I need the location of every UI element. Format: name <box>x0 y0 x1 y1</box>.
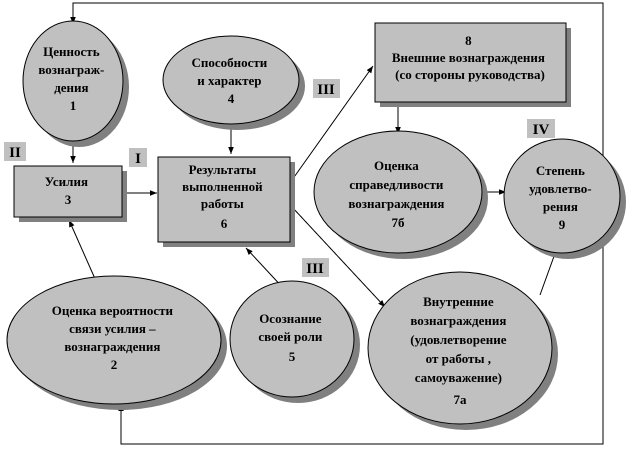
node-external-line-1: 8 <box>465 33 472 48</box>
node-fairness-line-4: 7б <box>391 215 405 230</box>
node-efforts <box>14 166 127 222</box>
node-fairness <box>314 131 488 259</box>
node-abilities-line-1: Способности <box>191 55 268 70</box>
stage-label-ii <box>4 142 26 161</box>
node-satisfaction-line-4: 9 <box>558 217 566 232</box>
node-internal-rewards <box>368 272 558 430</box>
node-abilities-line-2: и характер <box>197 73 262 88</box>
node-value-line-4: 1 <box>69 98 77 113</box>
node-role-line-1: Осознание <box>259 311 322 326</box>
node-probability-line-4: 2 <box>110 357 118 372</box>
stage-label-iv-text: IV <box>532 122 550 138</box>
node-results-line-2: выполненной <box>182 179 263 194</box>
stage-label-iii-upper-text: III <box>317 82 335 98</box>
node-probability <box>7 276 227 410</box>
node-probability-line-3: вознаграждения <box>64 339 161 354</box>
node-abilities <box>163 36 305 130</box>
stage-label-iv <box>527 119 555 138</box>
edge-probability-to-efforts <box>69 220 96 281</box>
stage-label-i-text: I <box>135 151 141 167</box>
node-role <box>230 281 360 403</box>
node-abilities-line-3: 4 <box>227 91 235 106</box>
node-value-line-2: вознаграж- <box>38 62 105 77</box>
node-satisfaction <box>504 139 626 259</box>
node-internal-line-1: Внутренние <box>423 294 494 309</box>
stage-label-ii-text: II <box>9 145 21 161</box>
node-value-line-1: Ценность <box>43 44 100 59</box>
node-external-line-2: Внешние вознаграждения <box>391 50 545 65</box>
node-fairness-line-3: вознаграждения <box>348 196 445 211</box>
node-results-line-4: 6 <box>220 216 228 231</box>
node-role-line-2: своей роли <box>258 329 323 344</box>
node-internal-line-6: 7а <box>453 392 467 407</box>
node-efforts-line-1: Усилия <box>44 174 88 189</box>
node-satisfaction-line-1: Степень <box>535 163 585 178</box>
stage-label-iii-lower <box>302 258 329 277</box>
stage-label-iii-upper <box>313 79 340 98</box>
stage-label-iii-lower-text: III <box>306 261 324 277</box>
node-internal-line-3: (удовлетворение <box>410 332 507 347</box>
node-value-of-rewards <box>23 21 129 147</box>
node-satisfaction-line-2: удовлетво- <box>529 181 592 196</box>
node-internal-line-2: вознаграждения <box>410 313 507 328</box>
node-role-line-3: 5 <box>288 349 296 364</box>
node-value-line-3: дения <box>54 80 89 95</box>
node-fairness-line-1: Оценка <box>374 158 419 173</box>
stage-label-i <box>129 148 147 167</box>
node-results <box>158 157 295 247</box>
node-results-line-1: Результаты <box>188 162 257 177</box>
node-external-rewards <box>375 23 571 107</box>
node-fairness-line-2: справедливости <box>349 177 444 192</box>
node-internal-line-4: от работы , <box>425 351 492 366</box>
node-probability-line-1: Оценка вероятности <box>51 303 173 318</box>
node-results-line-3: работы <box>200 196 244 211</box>
node-external-line-3: (со стороны руководства) <box>395 67 545 82</box>
node-efforts-line-2: 3 <box>64 192 72 207</box>
node-internal-line-5: самоуважение) <box>414 370 502 385</box>
node-satisfaction-line-3: рения <box>542 199 578 214</box>
node-probability-line-2: связи усилия – <box>69 321 156 336</box>
